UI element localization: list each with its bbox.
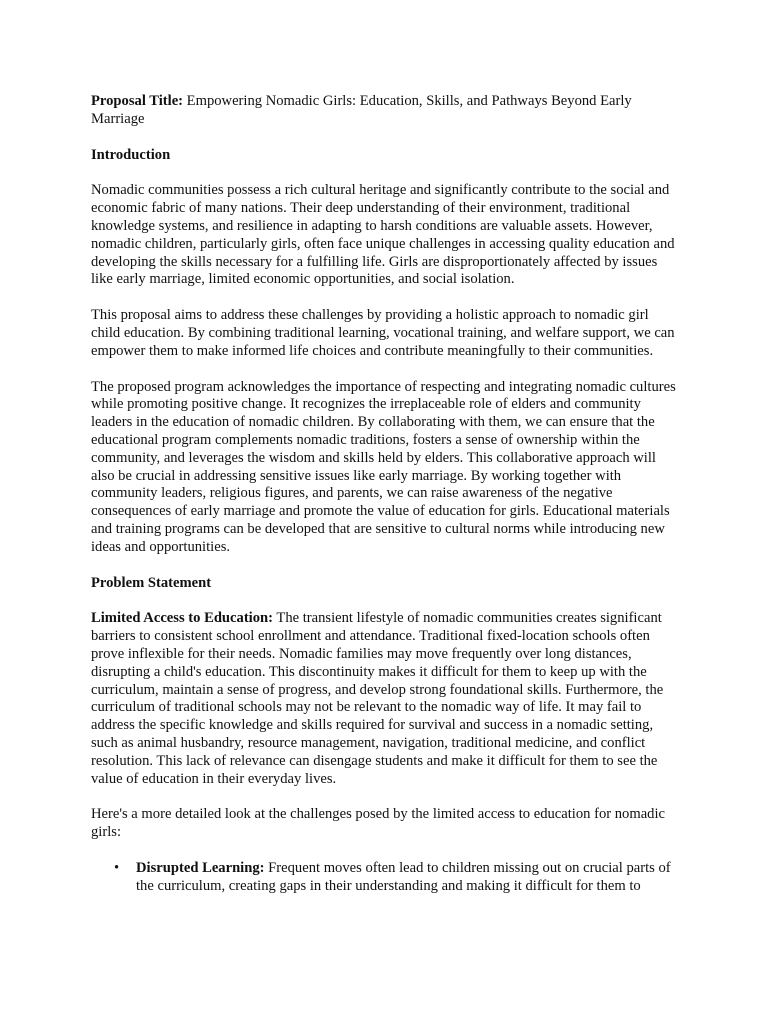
introduction-paragraph-3: The proposed program acknowledges the importance of respecting and integrating nomadic cultures while promoting positive change. It recognizes the irreplaceable role of elders and community leaders in the education of nomadic children. By collaborating with them, we can ensure that the educational program complements nomadic traditions, fosters a sense of ownership within the community, and leverages the wisdom and skills held by elders. This collaborative approach will also be crucial in addressing sensitive issues like early marriage. By working together with community leaders, religious figures, and parents, we can raise awareness of the negative consequences of early marriage and promote the value of education for girls. Educational materials and training programs can be developed that are sensitive to cultural norms while introducing new ideas and opportunities. — [91, 378, 676, 555]
limited-access-label: Limited Access to Education: — [91, 610, 274, 627]
proposal-title-text: Empowering Nomadic Girls: Education, Skills, and Pathways Beyond Early Marriage — [91, 93, 632, 127]
introduction-heading: Introduction — [91, 146, 171, 163]
detail-intro-paragraph: Here's a more detailed look at the challenges posed by the limited access to education for nomadic girls: — [91, 806, 666, 841]
limited-access-text: The transient lifestyle of nomadic communities creates significant barriers to consistent school enrollment and attendance. Traditional fixed-location schools often prove inflexible for their needs. Nomadic families may move frequently over long distances, disrupting a child's education. This discontinuity makes it difficult for them to keep up with the curriculum, maintain a sense of progress, and develop strong foundational skills. Furthermore, the curriculum of traditional schools may not be relevant to the nomadic way of life. It may fail to address the specific knowledge and skills required for survival and success in a nomadic setting, such as animal husbandry, resource management, navigation, traditional medicine, and conflict resolution. This lack of relevance can disengage students and make it difficult for them to see the value of education in their everyday lives. — [91, 610, 664, 787]
list-item-label: Disrupted Learning: — [136, 859, 265, 876]
proposal-title-label: Proposal Title: — [91, 93, 184, 109]
proposal-title — [91, 93, 681, 129]
challenges-list — [91, 860, 681, 896]
list-item-text: Frequent moves often lead to children missing out on crucial parts of the curriculum, creating gaps in their understanding and making it difficult for them to — [136, 859, 671, 894]
document-body — [91, 93, 681, 895]
limited-access-paragraph — [91, 610, 681, 788]
list-item — [114, 859, 681, 896]
bullet-icon: • — [114, 859, 120, 876]
problem-statement-heading: Problem Statement — [91, 574, 212, 591]
introduction-paragraph-1: Nomadic communities possess a rich cultural heritage and significantly contribute to the social and economic fabric of many nations. Their deep understanding of their environment, traditional knowledge systems, and resilience in adapting to harsh conditions are valuable assets. However, nomadic children, particularly girls, often face unique challenges in accessing quality education and developing the skills necessary for a fulfilling life. Girls are disproportionately affected by issues like early marriage, limited economic opportunities, and social isolation. — [91, 182, 675, 288]
introduction-paragraph-2: This proposal aims to address these challenges by providing a holistic approach to nomadic girl child education. By combining traditional learning, vocational training, and welfare support, we can empower them to make informed life choices and contribute meaningfully to their communities. — [91, 307, 675, 359]
